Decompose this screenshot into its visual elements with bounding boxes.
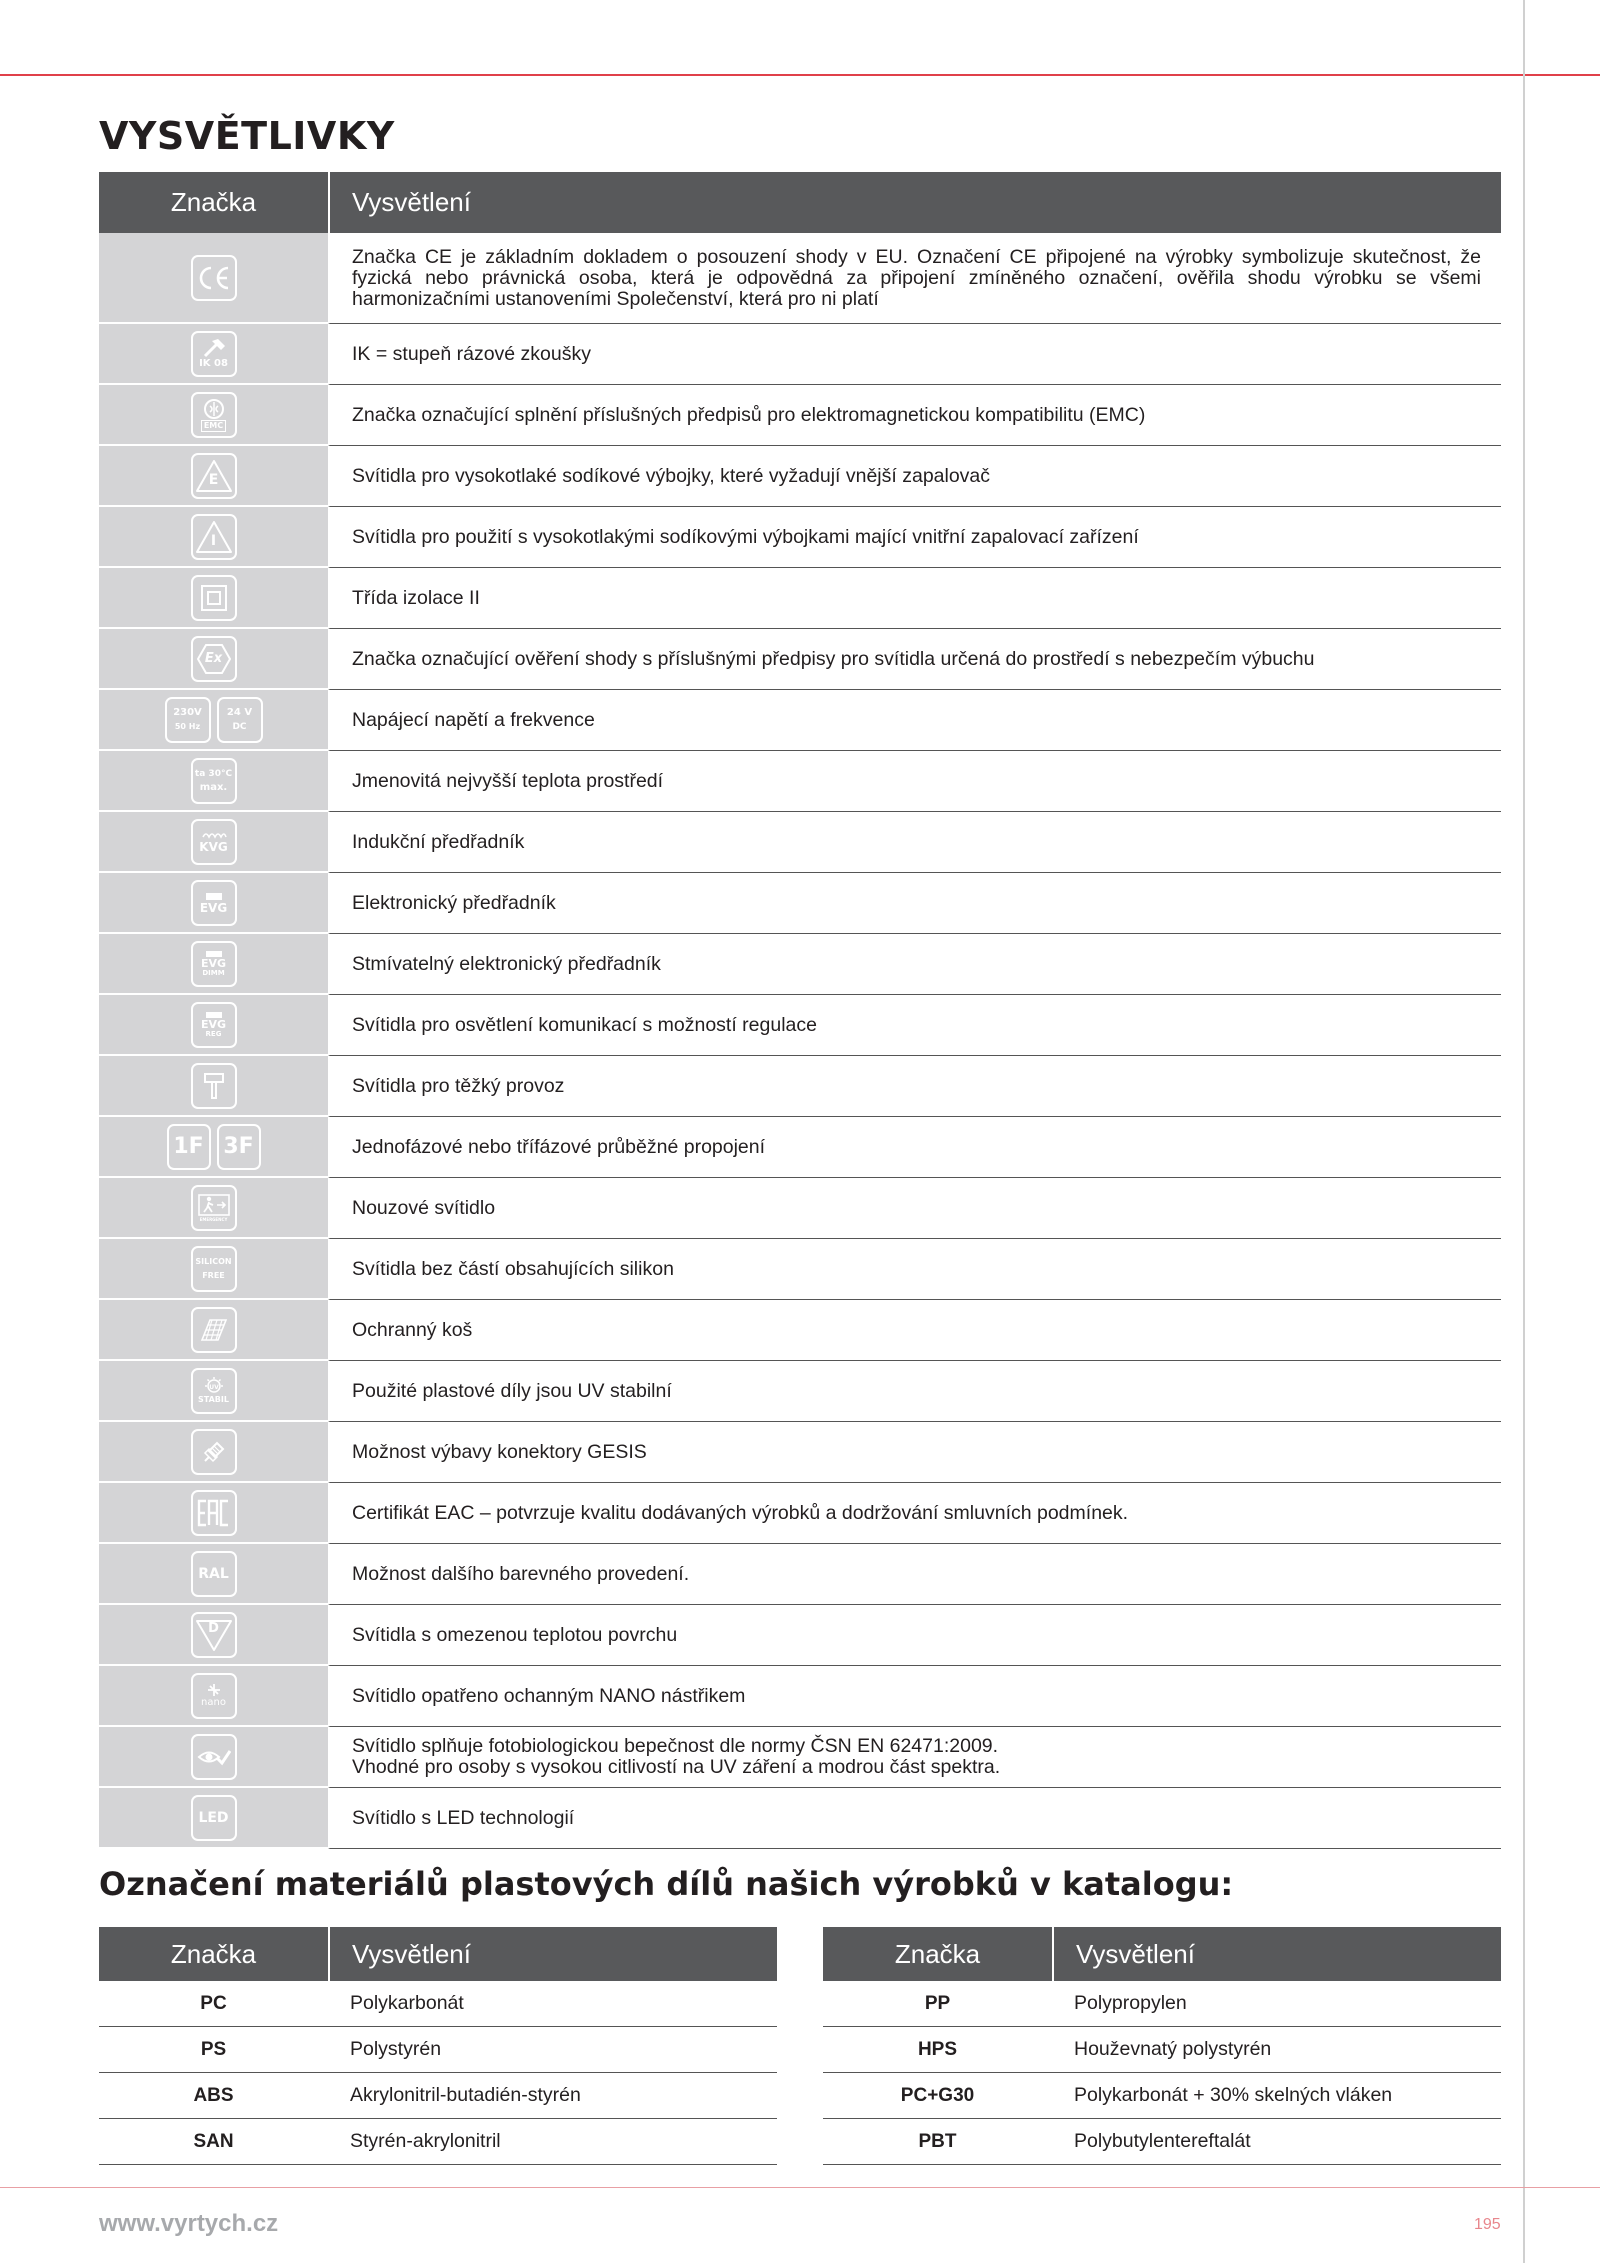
material-row: PC+G30 Polykarbonát + 30% skelných vláken	[823, 2073, 1501, 2119]
legend-text: Jmenovitá nejvyšší teplota prostředí	[328, 751, 1501, 812]
legend-text: Stmívatelný elektronický předřadník	[328, 934, 1501, 995]
legend-row	[99, 385, 1501, 446]
eac-mark-icon	[191, 1490, 237, 1536]
side-gray-rule	[1523, 0, 1525, 2263]
protective-cage-icon	[191, 1307, 237, 1353]
legend-row	[99, 812, 1501, 873]
page-number: 195	[1474, 2216, 1501, 2233]
legend-text: Indukční předřadník	[328, 812, 1501, 873]
legend-text: Svítidla pro použití s vysokotlakými sodíkovými výbojkami mající vnitřní zapalovací zařízení	[328, 507, 1501, 568]
ik08-hammer-icon: IK 08	[191, 331, 237, 377]
evg-dimm-icon: EVG DIMM	[191, 941, 237, 987]
ral-color-icon: RAL	[191, 1551, 237, 1597]
silicon-free-icon: SILICON FREE	[191, 1246, 237, 1292]
material-row: PS Polystyrén	[99, 2027, 777, 2073]
legend-row	[99, 1300, 1501, 1361]
legend-row	[99, 233, 1501, 324]
legend-row	[99, 1178, 1501, 1239]
legend-row	[99, 1117, 1501, 1178]
class-ii-insulation-icon	[191, 575, 237, 621]
legend-row	[99, 568, 1501, 629]
materials-header: Značka Vysvětlení	[99, 1927, 777, 1981]
legend-text: Značka označující splnění příslušných předpisů pro elektromagnetickou kompatibilitu (EMC)	[328, 385, 1501, 446]
emc-icon: EMC	[191, 392, 237, 438]
material-row: HPS Houževnatý polystyrén	[823, 2027, 1501, 2073]
legend-text: Napájecí napětí a frekvence	[328, 690, 1501, 751]
svg-text:UV: UV	[208, 1383, 219, 1391]
legend-row	[99, 1605, 1501, 1666]
footer-website-link[interactable]: www.vyrtych.cz	[99, 2210, 279, 2237]
legend-row	[99, 324, 1501, 385]
top-red-rule	[0, 74, 1600, 76]
header-symbol: Značka	[170, 187, 257, 217]
legend-row	[99, 873, 1501, 934]
legend-text: Svítidla pro osvětlení komunikací s možností regulace	[328, 995, 1501, 1056]
material-row: SAN Styrén-akrylonitril	[99, 2119, 777, 2165]
voltage-frequency-icon: 230V 50 Hz 24 V DC	[165, 697, 263, 743]
legend-row	[99, 1544, 1501, 1605]
legend-row	[99, 751, 1501, 812]
legend-text: Svítidla s omezenou teplotou povrchu	[328, 1605, 1501, 1666]
material-row: PBT Polybutylentereftalát	[823, 2119, 1501, 2165]
legend-row	[99, 1788, 1501, 1849]
ex-hexagon-icon: Ex	[191, 636, 237, 682]
materials-table-left	[99, 1927, 777, 2165]
photobiological-safety-icon	[191, 1734, 237, 1780]
legend-row	[99, 1239, 1501, 1300]
emergency-exit-icon: EMERGENCY	[191, 1185, 237, 1231]
legend-text: Svítidla bez částí obsahujících silikon	[328, 1239, 1501, 1300]
legend-text: Svítidla pro těžký provoz	[328, 1056, 1501, 1117]
legend-text: Svítidlo opatřeno ochanným NANO nástřikem	[328, 1666, 1501, 1727]
nano-coating-icon: nano	[191, 1673, 237, 1719]
legend-row	[99, 1361, 1501, 1422]
legend-row	[99, 1056, 1501, 1117]
phase-1f-3f-icon: 1F 3F	[167, 1124, 261, 1170]
legend-table	[99, 172, 1501, 1849]
legend-text: Svítidla pro vysokotlaké sodíkové výbojky, které vyžadují vnější zapalovač	[328, 446, 1501, 507]
legend-row	[99, 995, 1501, 1056]
material-row: ABS Akrylonitril-butadién-styrén	[99, 2073, 777, 2119]
legend-row	[99, 934, 1501, 995]
legend-text: Svítidlo splňuje fotobiologickou bepečnost dle normy ČSN EN 62471:2009. Vhodné pro osoby s vysokou citlivostí na UV záření a modrou část spektra.	[328, 1727, 1501, 1788]
legend-text: Ochranný koš	[328, 1300, 1501, 1361]
ce-mark-icon	[191, 255, 237, 301]
legend-row	[99, 1422, 1501, 1483]
triangle-i-icon: I	[191, 514, 237, 560]
legend-text: Použité plastové díly jsou UV stabilní	[328, 1361, 1501, 1422]
legend-text: Elektronický předřadník	[328, 873, 1501, 934]
led-icon: LED	[191, 1795, 237, 1841]
legend-text: Možnost dalšího barevného provedení.	[328, 1544, 1501, 1605]
legend-text: Nouzové svítidlo	[328, 1178, 1501, 1239]
materials-table-right	[823, 1927, 1501, 2165]
heavy-duty-hammer-icon	[191, 1063, 237, 1109]
legend-row	[99, 446, 1501, 507]
legend-text: Svítidlo s LED technologií	[328, 1788, 1501, 1849]
evg-reg-icon: EVG REG	[191, 1002, 237, 1048]
uv-stabil-icon: UV STABIL	[191, 1368, 237, 1414]
header-explanation: Vysvětlení	[328, 172, 1501, 233]
triangle-d-icon: D	[191, 1612, 237, 1658]
material-row: PP Polypropylen	[823, 1981, 1501, 2027]
evg-ballast-icon: EVG	[191, 880, 237, 926]
legend-row	[99, 507, 1501, 568]
ambient-temp-icon: ta 30°C max.	[191, 758, 237, 804]
page-title: VYSVĚTLIVKY	[99, 114, 395, 158]
legend-text: Třída izolace II	[328, 568, 1501, 629]
legend-text: Certifikát EAC – potvrzuje kvalitu dodávaných výrobků a dodržování smluvních podmínek.	[328, 1483, 1501, 1544]
materials-header: Značka Vysvětlení	[823, 1927, 1501, 1981]
gesis-connector-icon	[191, 1429, 237, 1475]
legend-text: Značka označující ověření shody s příslušnými předpisy pro svítidla určená do prostředí s nebezpečím výbuchu	[328, 629, 1501, 690]
bottom-rule	[0, 2187, 1600, 2188]
legend-row	[99, 1666, 1501, 1727]
triangle-e-icon: E	[191, 453, 237, 499]
material-row: PC Polykarbonát	[99, 1981, 777, 2027]
materials-title: Označení materiálů plastových dílů našich výrobků v katalogu:	[99, 1865, 1234, 1903]
legend-text: Možnost výbavy konektory GESIS	[328, 1422, 1501, 1483]
legend-table-header	[99, 172, 1501, 233]
legend-text: Značka CE je základním dokladem o posouzení shody v EU. Označení CE připojené na výrobky symbolizuje skutečnost, že fyzická nebo právnická osoba, která je odpovědná za připojení zmíněného označení, ověřila shodu výrobku se všemi harmonizačními ustanoveními Společenství, která pro ni platí	[328, 233, 1501, 324]
legend-row	[99, 690, 1501, 751]
kvg-ballast-icon: KVG	[191, 819, 237, 865]
legend-row	[99, 1483, 1501, 1544]
legend-row	[99, 1727, 1501, 1788]
legend-text: IK = stupeň rázové zkoušky	[328, 324, 1501, 385]
legend-row	[99, 629, 1501, 690]
legend-text: Jednofázové nebo třífázové průběžné propojení	[328, 1117, 1501, 1178]
